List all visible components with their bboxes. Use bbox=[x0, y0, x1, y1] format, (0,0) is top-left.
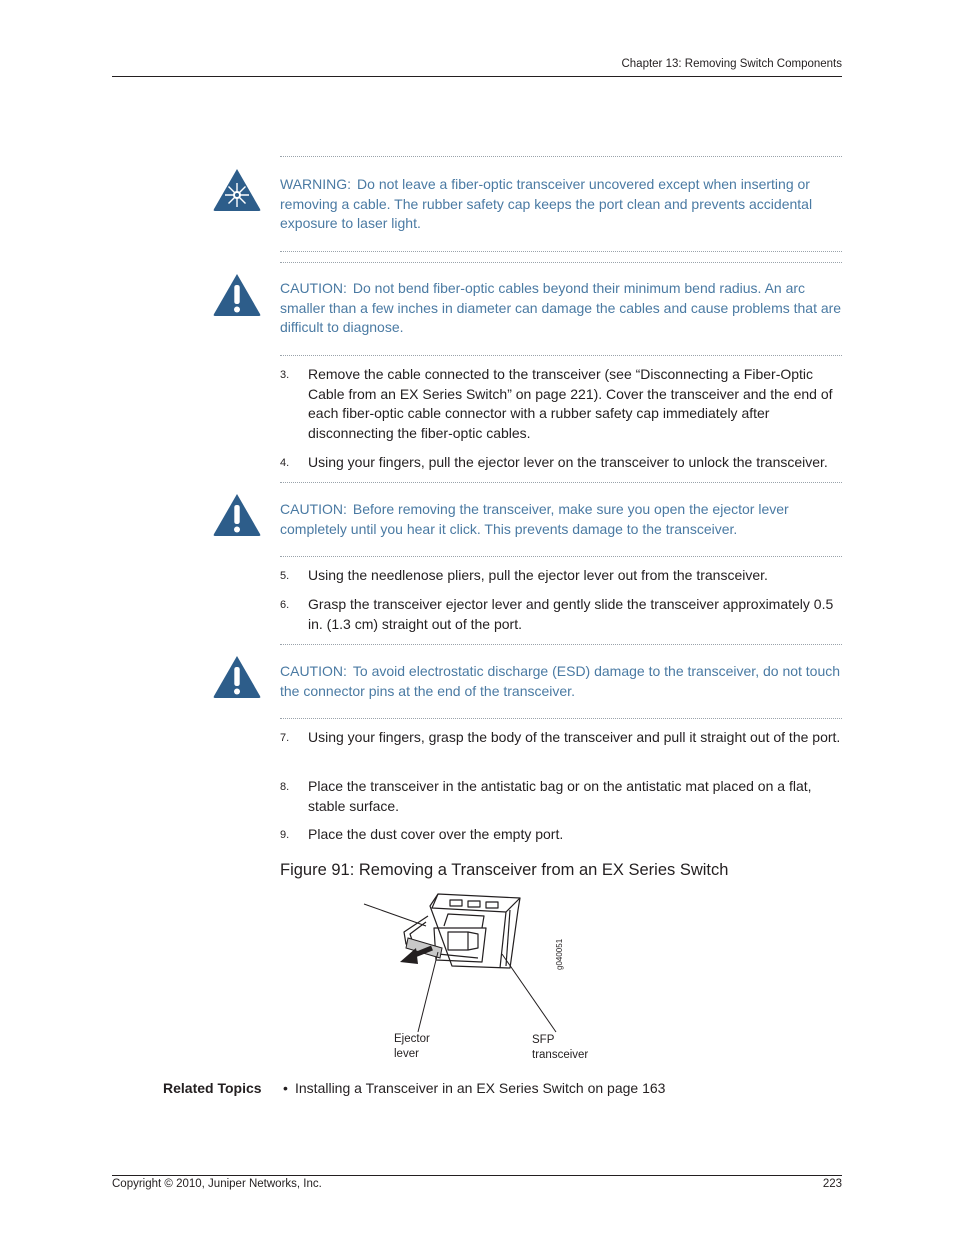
notice-text: To avoid electrostatic discharge (ESD) damage to the transceiver, do not touch the connector pins at the end of the transceiver. bbox=[280, 663, 841, 699]
step-text: Place the dust cover over the empty port. bbox=[308, 826, 564, 842]
step-text: Remove the cable connected to the transceiver (see “Disconnecting a Fiber-Optic Cable from an EX Series Switch” on page 221). Cover the transceiver and the end of each fiber-optic cable connector with a rubber safety cap immediately after disconnecting the fiber-optic cables. bbox=[308, 366, 833, 441]
notice-label: CAUTION: bbox=[280, 663, 347, 679]
step-item bbox=[280, 595, 846, 634]
notice-label: CAUTION: bbox=[280, 501, 347, 517]
notice-text: Do not bend fiber-optic cables beyond their minimum bend radius. An arc smaller than a few inches in diameter can damage the cables and cause problems that are difficult to diagnose. bbox=[280, 280, 842, 336]
figure-caption: Figure 91: Removing a Transceiver from an EX Series Switch bbox=[280, 861, 729, 879]
step-text: Place the transceiver in the antistatic bag or on the antistatic mat placed on a flat, stable surface. bbox=[308, 778, 812, 814]
caution-icon bbox=[212, 654, 262, 700]
divider bbox=[280, 556, 842, 557]
notice-text: Before removing the transceiver, make sure you open the ejector lever completely until you hear it click. This prevents damage to the transceiver. bbox=[280, 501, 789, 537]
sfp-transceiver-label bbox=[532, 1033, 588, 1063]
step-item bbox=[280, 825, 846, 845]
divider bbox=[280, 355, 842, 356]
step-number: 5. bbox=[280, 570, 290, 582]
header-rule bbox=[112, 76, 842, 77]
divider bbox=[280, 644, 842, 645]
related-topics-label: Related Topics bbox=[163, 1080, 262, 1096]
label-line: lever bbox=[394, 1048, 419, 1060]
caution-notice bbox=[280, 662, 846, 701]
bullet-icon: • bbox=[283, 1080, 288, 1096]
divider bbox=[280, 262, 842, 263]
step-text: Using your fingers, pull the ejector lever on the transceiver to unlock the transceiver. bbox=[308, 454, 828, 470]
label-line: SFP bbox=[532, 1034, 555, 1046]
step-item bbox=[280, 365, 846, 443]
label-line: Ejector bbox=[394, 1033, 430, 1045]
step-number: 4. bbox=[280, 457, 290, 469]
related-topic-item bbox=[283, 1080, 665, 1096]
divider bbox=[280, 251, 842, 252]
step-item bbox=[280, 777, 846, 816]
caution-icon bbox=[212, 272, 262, 318]
divider bbox=[280, 482, 842, 483]
laser-warning-icon bbox=[212, 167, 262, 213]
copyright: Copyright © 2010, Juniper Networks, Inc. bbox=[112, 1178, 322, 1190]
step-number: 3. bbox=[280, 369, 290, 381]
notice-label: CAUTION: bbox=[280, 280, 347, 296]
divider bbox=[280, 156, 842, 157]
step-text: Grasp the transceiver ejector lever and gently slide the transceiver approximately 0.5 in. (1.3 cm) straight out of the port. bbox=[308, 596, 834, 632]
figure-code: g040051 bbox=[555, 938, 564, 970]
page-number: 223 bbox=[822, 1178, 842, 1190]
step-item bbox=[280, 453, 846, 473]
caution-notice bbox=[280, 279, 846, 338]
warning-notice bbox=[280, 175, 846, 234]
ejector-lever-label bbox=[394, 1032, 430, 1062]
step-text: Using the needlenose pliers, pull the ejector lever out from the transceiver. bbox=[308, 567, 768, 583]
notice-label: WARNING: bbox=[280, 176, 352, 192]
label-line: transceiver bbox=[532, 1049, 589, 1061]
caution-notice bbox=[280, 500, 846, 539]
step-item bbox=[280, 728, 846, 748]
caution-icon bbox=[212, 492, 262, 538]
step-number: 8. bbox=[280, 781, 290, 793]
step-number: 9. bbox=[280, 829, 290, 841]
step-number: 6. bbox=[280, 599, 290, 611]
chapter-header: Chapter 13: Removing Switch Components bbox=[621, 58, 842, 70]
step-item bbox=[280, 566, 846, 586]
notice-text: Do not leave a fiber-optic transceiver uncovered except when inserting or removing a cable. The rubber safety cap keeps the port clean and prevents accidental exposure to laser light. bbox=[280, 176, 813, 232]
step-text: Using your fingers, grasp the body of the transceiver and pull it straight out of the port. bbox=[308, 729, 841, 745]
related-topic-link[interactable]: Installing a Transceiver in an EX Series Switch on page 163 bbox=[295, 1080, 666, 1096]
divider bbox=[280, 718, 842, 719]
step-number: 7. bbox=[280, 732, 290, 744]
footer-rule bbox=[112, 1175, 842, 1176]
